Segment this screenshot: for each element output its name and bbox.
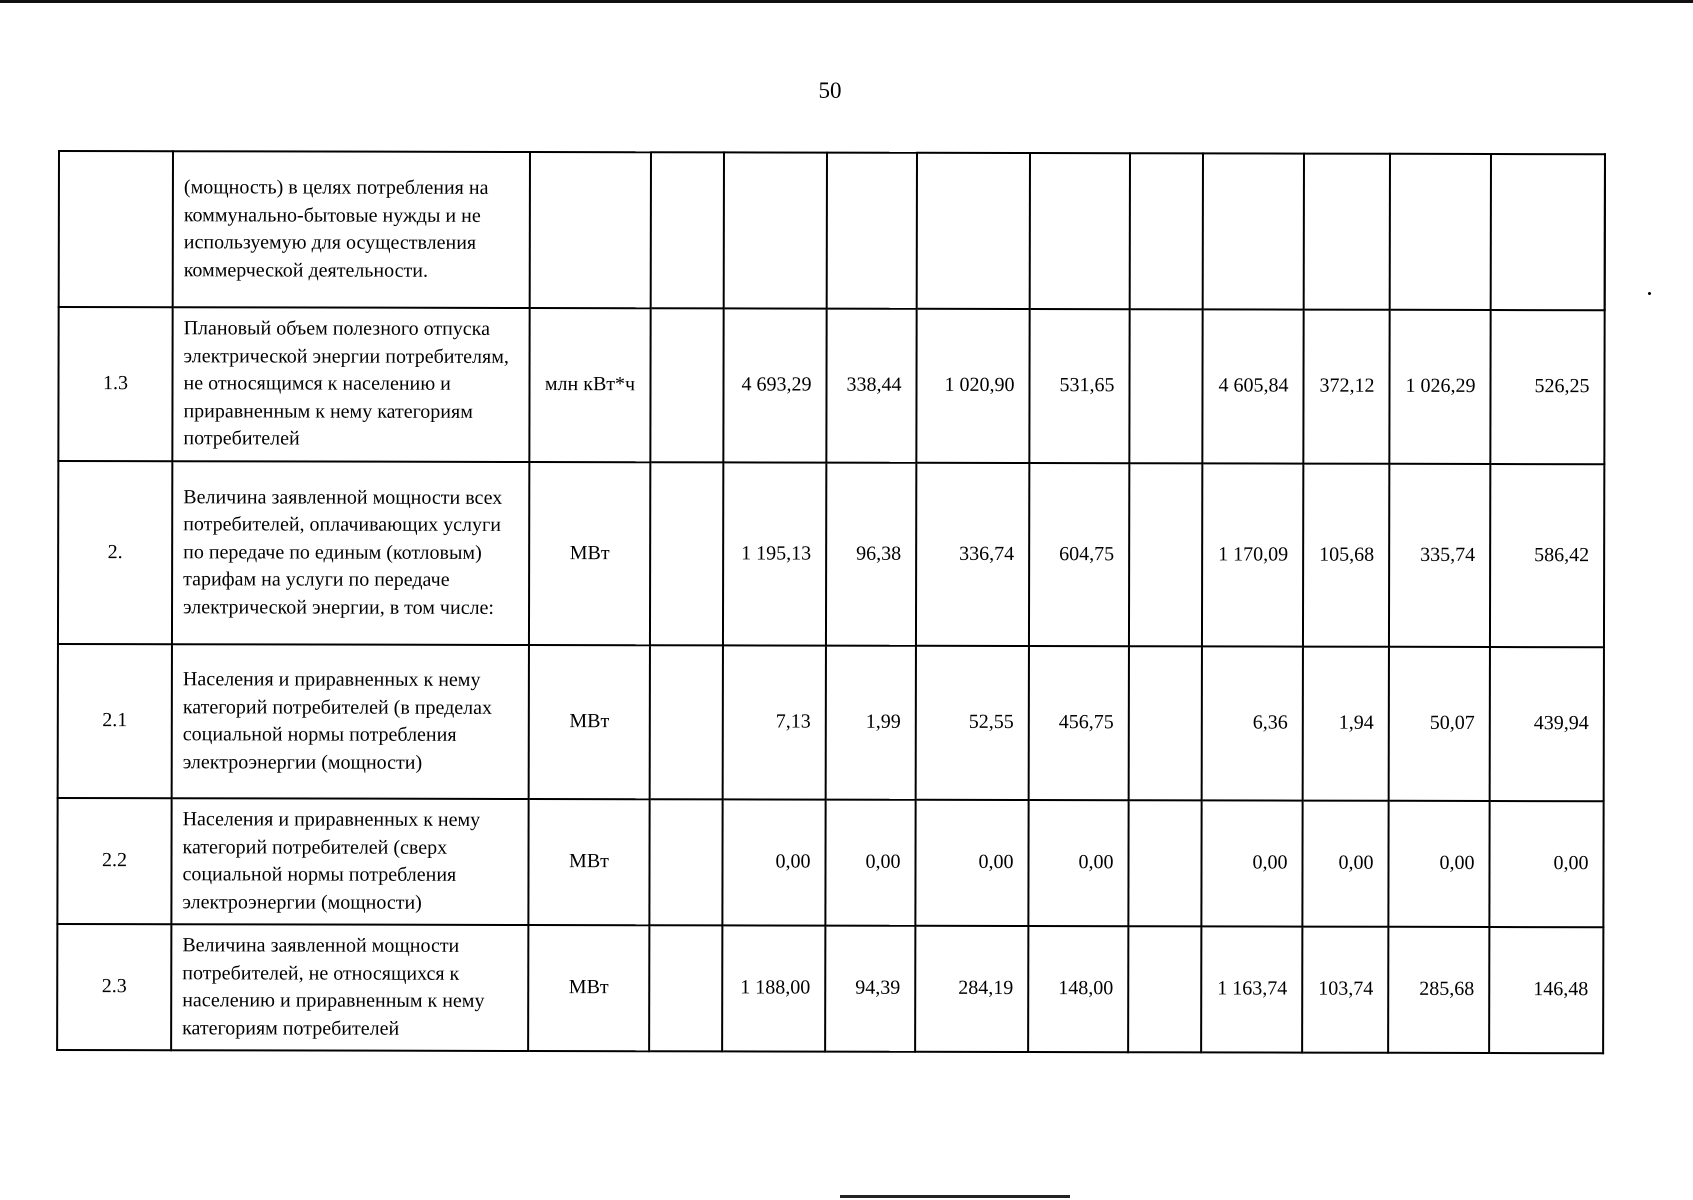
value-cell: 284,19: [915, 926, 1028, 1052]
value-cell: [1129, 463, 1202, 646]
table-row: [59, 151, 1605, 310]
row-number-cell: 2.1: [58, 644, 172, 798]
value-cell: 52,55: [916, 646, 1029, 800]
value-cell: 0,00: [1388, 801, 1489, 927]
value-cell: 372,12: [1303, 310, 1389, 464]
value-cell: [1130, 153, 1203, 309]
row-name-cell: Величина заявленной мощности всех потребителей, оплачивающих услуги по передаче по единым (котловым) тарифам на услуги по передаче электрической энергии, в том числе:: [172, 461, 529, 645]
value-cell: 7,13: [723, 645, 826, 799]
value-cell: 146,48: [1489, 927, 1603, 1053]
value-cell: 338,44: [826, 309, 916, 463]
value-cell: 103,74: [1302, 927, 1388, 1053]
value-cell: 586,42: [1490, 464, 1604, 647]
scan-artifact-dot: [1648, 292, 1651, 295]
value-cell: 1,99: [826, 646, 916, 800]
value-cell: 1,94: [1303, 647, 1389, 801]
row-number-cell: [59, 151, 173, 307]
value-cell: [1304, 154, 1390, 310]
value-cell: [917, 153, 1030, 309]
row-name-cell: (мощность) в целях потребления на коммунально-бытовые нужды и не используемую для осуществления коммерческой деятельности.: [173, 151, 530, 308]
value-cell: [1203, 153, 1304, 309]
value-cell: [1030, 153, 1130, 309]
row-name-cell: Величина заявленной мощности потребителей, не относящихся к населению и приравненным к нему категориям потребителей: [171, 924, 528, 1051]
value-cell: 1 020,90: [916, 309, 1029, 463]
row-number-cell: 1.3: [58, 307, 172, 461]
table-row: [57, 924, 1603, 1053]
value-cell: 1 195,13: [723, 462, 826, 645]
value-cell: 94,39: [825, 926, 915, 1052]
value-cell: 0,00: [825, 800, 915, 926]
value-cell: 335,74: [1389, 464, 1490, 647]
value-cell: [1128, 800, 1201, 926]
row-number-cell: 2.: [58, 461, 172, 644]
value-cell: 604,75: [1029, 463, 1129, 646]
row-unit-cell: МВт: [529, 645, 650, 799]
value-cell: 439,94: [1490, 647, 1604, 801]
value-cell: 0,00: [722, 799, 825, 925]
value-cell: 336,74: [916, 463, 1029, 646]
value-cell: [724, 152, 827, 308]
row-unit-cell: МВт: [528, 925, 649, 1051]
scan-edge-bottom: [840, 1195, 1070, 1198]
table-row: [58, 461, 1604, 647]
row-unit-cell: МВт: [528, 799, 649, 925]
table-row: [58, 307, 1604, 464]
page-number: 50: [818, 78, 842, 103]
value-cell: [827, 153, 917, 309]
value-cell: 105,68: [1303, 464, 1389, 647]
value-cell: 148,00: [1028, 926, 1128, 1052]
value-cell: 6,36: [1202, 646, 1303, 800]
row-unit-cell: МВт: [529, 462, 650, 645]
value-cell: [1128, 926, 1201, 1052]
table-body: [57, 151, 1605, 1053]
value-cell: [649, 799, 722, 925]
row-number-cell: 2.2: [57, 798, 171, 924]
row-unit-cell: [530, 152, 651, 308]
value-cell: [1129, 646, 1202, 800]
value-cell: 0,00: [1302, 801, 1388, 927]
table-row: [58, 644, 1604, 801]
value-cell: 1 170,09: [1202, 463, 1303, 646]
value-cell: [651, 152, 724, 308]
row-unit-cell: млн кВт*ч: [529, 308, 650, 462]
value-cell: 4 605,84: [1202, 309, 1303, 463]
value-cell: 4 693,29: [723, 308, 826, 462]
value-cell: 1 026,29: [1389, 310, 1490, 464]
tariff-table: [56, 150, 1606, 1054]
value-cell: 526,25: [1490, 310, 1604, 464]
value-cell: 0,00: [1201, 800, 1302, 926]
value-cell: [650, 462, 723, 645]
value-cell: 285,68: [1388, 927, 1489, 1053]
value-cell: [1491, 154, 1605, 310]
value-cell: [1129, 309, 1202, 463]
value-cell: [650, 645, 723, 799]
value-cell: [650, 308, 723, 462]
scan-edge-top: [0, 0, 1693, 3]
value-cell: 456,75: [1029, 646, 1129, 800]
row-name-cell: Населения и приравненных к нему категорий потребителей (в пределах социальной нормы потребления электроэнергии (мощности): [172, 644, 529, 799]
value-cell: [649, 925, 722, 1051]
value-cell: 50,07: [1389, 647, 1490, 801]
value-cell: 0,00: [1028, 800, 1128, 926]
value-cell: 0,00: [1489, 801, 1603, 927]
value-cell: 1 188,00: [722, 925, 825, 1051]
table-row: [57, 798, 1603, 927]
value-cell: [1390, 154, 1491, 310]
value-cell: 531,65: [1029, 309, 1129, 463]
row-name-cell: Населения и приравненных к нему категорий потребителей (сверх социальной нормы потребления электроэнергии (мощности): [171, 798, 528, 925]
value-cell: 96,38: [826, 463, 916, 646]
value-cell: 1 163,74: [1201, 926, 1302, 1052]
value-cell: 0,00: [915, 800, 1028, 926]
row-name-cell: Плановый объем полезного отпуска электрической энергии потребителям, не относящимся к населению и приравненным к нему категориям потребителей: [172, 307, 529, 462]
row-number-cell: 2.3: [57, 924, 171, 1050]
